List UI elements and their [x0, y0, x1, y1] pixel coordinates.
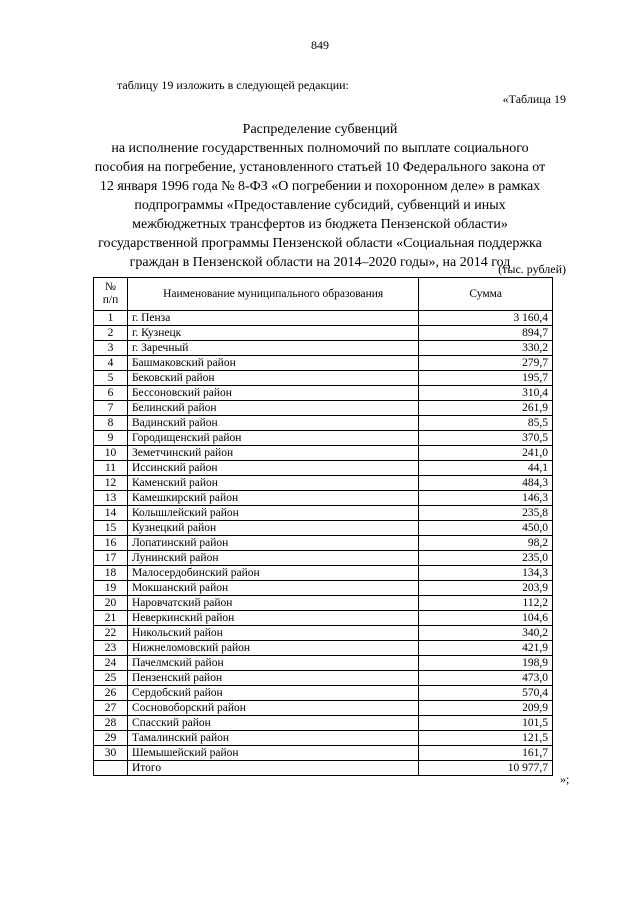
row-sum: 235,0 [419, 551, 553, 566]
row-name: Пачелмский район [127, 656, 418, 671]
row-number: 15 [94, 521, 128, 536]
intro-text: таблицу 19 изложить в следующей редакции: [117, 78, 349, 92]
row-number: 11 [94, 461, 128, 476]
row-number: 18 [94, 566, 128, 581]
table-row [94, 626, 553, 641]
table-row [94, 506, 553, 521]
row-name: Бековский район [127, 371, 418, 386]
title-line: на исполнение государственных полномочий по выплате социального [111, 141, 529, 156]
table-row [94, 311, 553, 326]
row-sum: 104,6 [419, 611, 553, 626]
row-sum: 330,2 [419, 341, 553, 356]
row-number: 9 [94, 431, 128, 446]
subsidy-table [93, 277, 553, 776]
row-name: Неверкинский район [127, 611, 418, 626]
table-row [94, 356, 553, 371]
table-row [94, 731, 553, 746]
table-row [94, 671, 553, 686]
row-name: Каменский район [127, 476, 418, 491]
table-body [94, 311, 553, 761]
row-number: 26 [94, 686, 128, 701]
table-row [94, 716, 553, 731]
row-number: 25 [94, 671, 128, 686]
total-row [94, 761, 553, 776]
total-no-cell [94, 761, 128, 776]
row-number: 12 [94, 476, 128, 491]
row-sum: 235,8 [419, 506, 553, 521]
document-title [66, 120, 574, 272]
row-name: Сосновоборский район [127, 701, 418, 716]
row-sum: 241,0 [419, 446, 553, 461]
table-row [94, 326, 553, 341]
table-label: «Таблица 19 [502, 92, 566, 106]
row-sum: 450,0 [419, 521, 553, 536]
row-number: 17 [94, 551, 128, 566]
row-sum: 198,9 [419, 656, 553, 671]
unit-label: (тыс. рублей) [498, 262, 566, 276]
row-number: 27 [94, 701, 128, 716]
table-row [94, 611, 553, 626]
header-sum: Сумма [419, 278, 553, 311]
row-name: Белинский район [127, 401, 418, 416]
row-sum: 98,2 [419, 536, 553, 551]
table-row [94, 491, 553, 506]
table-row [94, 386, 553, 401]
table-row [94, 746, 553, 761]
row-sum: 44,1 [419, 461, 553, 476]
row-number: 1 [94, 311, 128, 326]
row-sum: 894,7 [419, 326, 553, 341]
row-number: 3 [94, 341, 128, 356]
table-row [94, 521, 553, 536]
row-number: 6 [94, 386, 128, 401]
total-sum: 10 977,7 [419, 761, 553, 776]
row-number: 22 [94, 626, 128, 641]
table-row [94, 341, 553, 356]
row-sum: 209,9 [419, 701, 553, 716]
row-name: Шемышейский район [127, 746, 418, 761]
row-name: Земетчинский район [127, 446, 418, 461]
table-row [94, 551, 553, 566]
row-number: 23 [94, 641, 128, 656]
header-no-line2: п/п [102, 294, 119, 306]
closing-quote: »; [560, 772, 570, 786]
row-name: Сердобский район [127, 686, 418, 701]
row-sum: 161,7 [419, 746, 553, 761]
row-name: Колышлейский район [127, 506, 418, 521]
header-no-line1: № [104, 281, 116, 293]
row-name: Вадинский район [127, 416, 418, 431]
row-number: 4 [94, 356, 128, 371]
row-number: 24 [94, 656, 128, 671]
row-sum: 340,2 [419, 626, 553, 641]
table-row [94, 461, 553, 476]
row-sum: 484,3 [419, 476, 553, 491]
row-number: 21 [94, 611, 128, 626]
row-name: Иссинский район [127, 461, 418, 476]
title-line: пособия на погребение, установленного статьей 10 Федерального закона от [94, 160, 546, 175]
row-number: 8 [94, 416, 128, 431]
row-name: Кузнецкий район [127, 521, 418, 536]
table-row [94, 431, 553, 446]
row-number: 2 [94, 326, 128, 341]
row-sum: 203,9 [419, 581, 553, 596]
table-row [94, 401, 553, 416]
table-row [94, 416, 553, 431]
table-row [94, 596, 553, 611]
row-name: Малосердобинский район [127, 566, 418, 581]
row-sum: 421,9 [419, 641, 553, 656]
title-line: межбюджетных трансфертов из бюджета Пензенской области» [132, 217, 508, 232]
row-sum: 195,7 [419, 371, 553, 386]
row-name: г. Кузнецк [127, 326, 418, 341]
row-number: 28 [94, 716, 128, 731]
header-no [94, 278, 128, 311]
table-row [94, 536, 553, 551]
total-label: Итого [127, 761, 418, 776]
row-name: Пензенский район [127, 671, 418, 686]
row-name: Бессоновский район [127, 386, 418, 401]
row-number: 19 [94, 581, 128, 596]
row-sum: 112,2 [419, 596, 553, 611]
table-row [94, 446, 553, 461]
table-row [94, 566, 553, 581]
table-row [94, 641, 553, 656]
row-number: 29 [94, 731, 128, 746]
title-line: подпрограммы «Предоставление субсидий, субвенций и иных [134, 198, 506, 213]
row-sum: 473,0 [419, 671, 553, 686]
row-name: Лопатинский район [127, 536, 418, 551]
row-number: 14 [94, 506, 128, 521]
row-sum: 279,7 [419, 356, 553, 371]
header-name: Наименование муниципального образования [127, 278, 418, 311]
row-number: 10 [94, 446, 128, 461]
row-sum: 310,4 [419, 386, 553, 401]
row-number: 7 [94, 401, 128, 416]
row-name: Никольский район [127, 626, 418, 641]
title-line: Распределение субвенций [242, 122, 398, 137]
title-line: граждан в Пензенской области на 2014–2020 годы», на 2014 год [129, 255, 511, 270]
row-sum: 570,4 [419, 686, 553, 701]
row-sum: 101,5 [419, 716, 553, 731]
page-number: 849 [311, 38, 329, 52]
row-sum: 146,3 [419, 491, 553, 506]
row-sum: 121,5 [419, 731, 553, 746]
row-name: Башмаковский район [127, 356, 418, 371]
row-number: 20 [94, 596, 128, 611]
row-number: 5 [94, 371, 128, 386]
table-row [94, 686, 553, 701]
row-name: Мокшанский район [127, 581, 418, 596]
row-name: Тамалинский район [127, 731, 418, 746]
row-name: Городищенский район [127, 431, 418, 446]
table-row [94, 476, 553, 491]
row-number: 13 [94, 491, 128, 506]
row-sum: 134,3 [419, 566, 553, 581]
table-row [94, 581, 553, 596]
row-sum: 3 160,4 [419, 311, 553, 326]
row-name: Наровчатский район [127, 596, 418, 611]
row-name: Нижнеломовский район [127, 641, 418, 656]
row-number: 30 [94, 746, 128, 761]
row-name: Лунинский район [127, 551, 418, 566]
row-sum: 85,5 [419, 416, 553, 431]
row-name: Камешкирский район [127, 491, 418, 506]
row-sum: 370,5 [419, 431, 553, 446]
title-line: 12 января 1996 года № 8-ФЗ «О погребении и похоронном деле» в рамках [99, 179, 541, 194]
row-name: г. Пенза [127, 311, 418, 326]
row-number: 16 [94, 536, 128, 551]
table-row [94, 371, 553, 386]
row-sum: 261,9 [419, 401, 553, 416]
row-name: г. Заречный [127, 341, 418, 356]
table-header-row [94, 278, 553, 311]
title-line: государственной программы Пензенской области «Социальная поддержка [98, 236, 542, 251]
table-row [94, 701, 553, 716]
row-name: Спасский район [127, 716, 418, 731]
table-row [94, 656, 553, 671]
